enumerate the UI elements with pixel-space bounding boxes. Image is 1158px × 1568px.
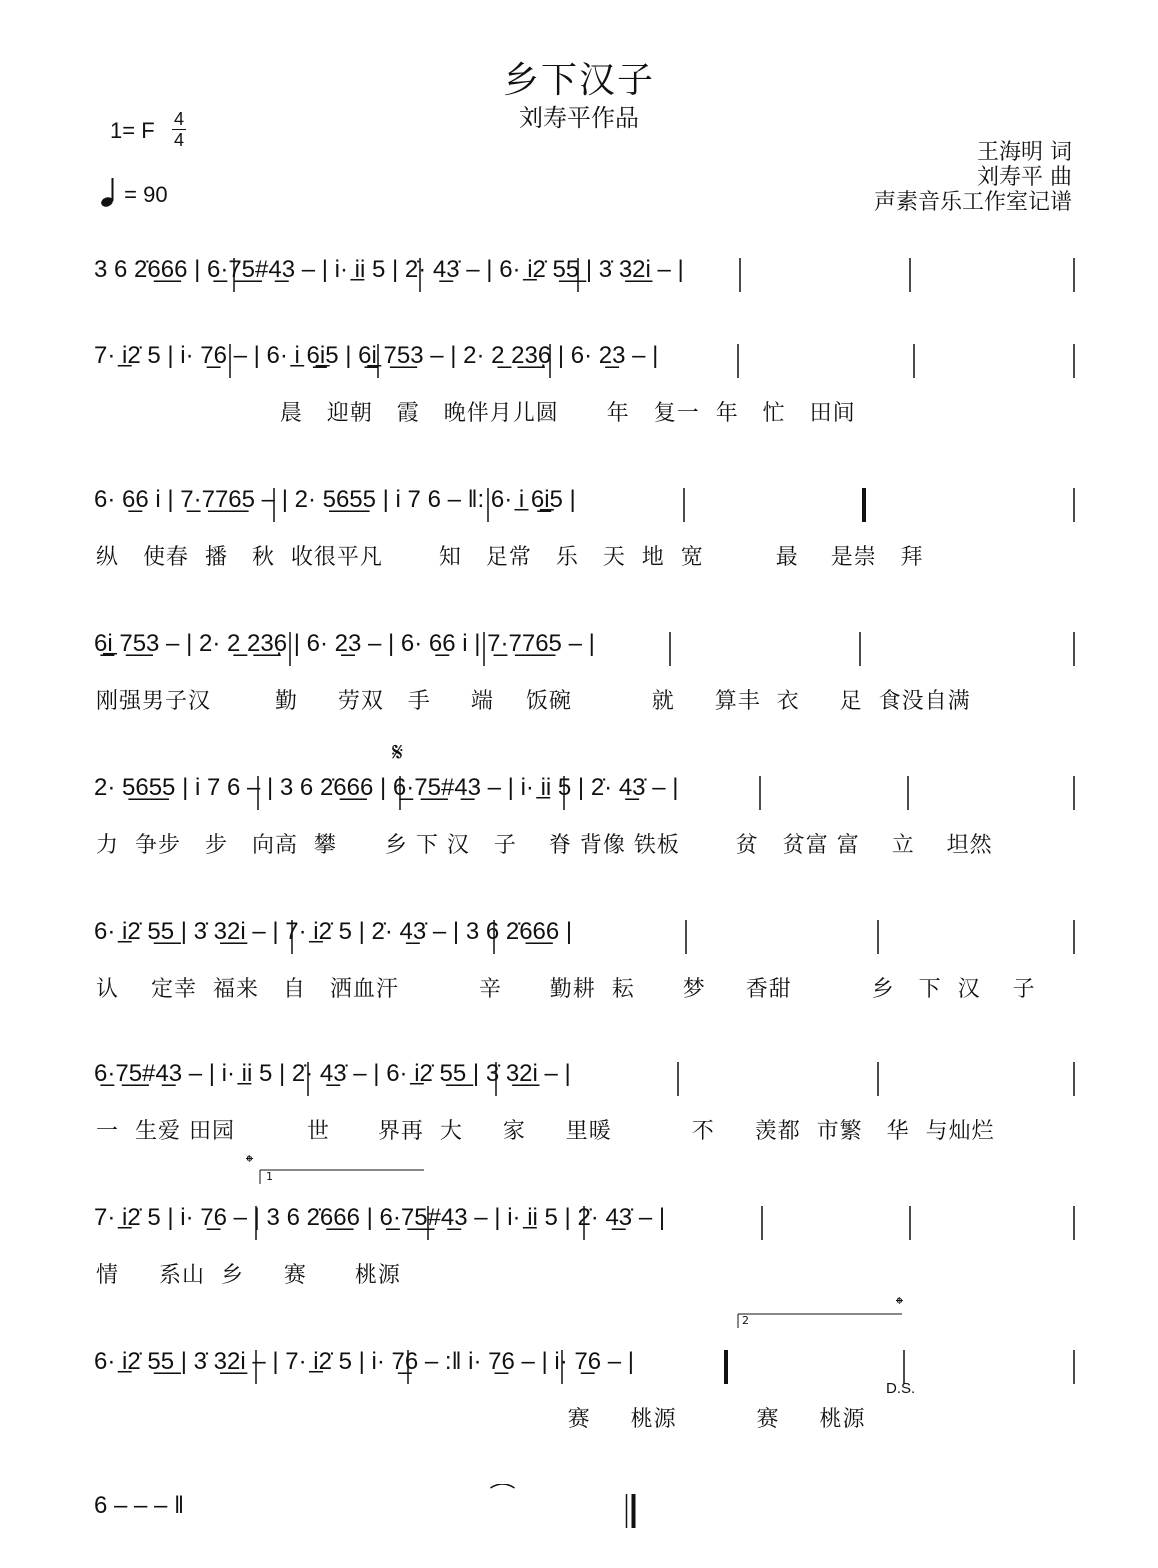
- tempo-marking: [100, 176, 168, 208]
- score-line-7: [0, 1052, 1158, 1192]
- score-line-4: [0, 622, 1158, 762]
- tempo-value: = 90: [124, 182, 168, 207]
- coda-icon-1: 𝄌: [246, 1150, 253, 1174]
- notes-text-2: 7· i̲2̇ 5 | i· 7̲6 – | 6· i̲ 6̲i̲5 | 6̲i̲ 7̲5̲3 – | 2· 2̲ 2̲3̲6̣ | 6· 2̲3 – |: [94, 342, 659, 369]
- score-line-2: [0, 334, 1158, 474]
- lyrics-line-4: 刚强男子汉 勤 劳双 手 端 饭碗 就 算丰 衣 足 食没自满: [96, 689, 971, 714]
- coda-icon-2: 𝄌: [896, 1292, 903, 1316]
- credit-composer: 刘寿平 曲: [977, 165, 1072, 190]
- lyrics-line-9: 赛 桃源 赛 桃源: [96, 1407, 866, 1432]
- notes-text-5: 2· 5̲6̲5̲5 | i 7 6 – | 3 6 2̇6̲6̲6 | 6̲·7̲5̲#4̲3 – | i· i̲i 5 | 2̇· 4̲3̇ – |: [94, 774, 679, 801]
- notes-text-10: 6 – – – ‖: [94, 1492, 184, 1519]
- ds-marking: D.S.: [886, 1380, 916, 1397]
- credit-transcriber: 声素音乐工作室记谱: [873, 190, 1072, 215]
- meter-top: 4: [173, 109, 184, 129]
- volta-bracket-2: [736, 1308, 906, 1330]
- volta-1-label: 1: [266, 1170, 273, 1183]
- time-signature: [172, 110, 186, 149]
- lyrics-line-3: 纵 使春 播 秋 收很平凡 知 足常 乐 天 地 宽 最 是崇 拜: [96, 545, 924, 570]
- score-line-10: [0, 1484, 1158, 1544]
- score-line-9: [0, 1340, 1158, 1480]
- volta-2-label: 2: [742, 1314, 749, 1327]
- song-subtitle: 刘寿平作品: [519, 104, 639, 132]
- quarter-note-icon: [100, 176, 118, 208]
- segno-icon: 𝄋: [392, 738, 404, 768]
- notes-text-1: 3 6 2̇6̲6̲6 | 6̲·7̲5̲#4̲3 – | i· i̲i 5 | 2̇· 4̲3̇ – | 6· i̲2̇ 5̲5̲ | 3̇ 3̲2̲i – |: [94, 256, 684, 283]
- credits: [874, 140, 1072, 215]
- volta-bracket-1: [258, 1166, 428, 1186]
- credit-lyricist: 王海明 词: [977, 140, 1072, 165]
- notes-text-6: 6· i̲2̇ 5̲5̲ | 3̇ 3̲2̲i – | 7· i̲2̇ 5 | 2̇· 4̲3̇ – | 3 6 2̇6̲6̲6 |: [94, 918, 573, 945]
- song-title: 乡下汉子: [502, 60, 655, 101]
- score-line-3: [0, 478, 1158, 618]
- key-signature: 1= F: [110, 118, 155, 143]
- score-line-8: [0, 1196, 1158, 1336]
- notes-text-3: 6· 6̲6 i | 7̲·7̲7̲6̲5 – | 2· 5̲6̲5̲5 | i 7 6 – ‖: 6· i̲ 6̲i̲5 |: [94, 486, 576, 513]
- notes-text-4: 6̲i̲ 7̲5̲3 – | 2· 2̲ 2̲3̲6̣ | 6· 2̲3 – | 6· 6̲6 i | 7̲·7̲7̲6̲5 – |: [94, 630, 595, 657]
- lyrics-line-7: 一 生爱 田园 世 界再 大 家 里暖 不 羡都 市繁 华 与灿烂: [96, 1119, 995, 1144]
- notes-text-7: 6̲·7̲5̲#4̲3 – | i· i̲i 5 | 2̇· 4̲3̇ – | 6· i̲2̇ 5̲5̲ | 3̇ 3̲2̲i – |: [94, 1060, 571, 1087]
- score-line-6: [0, 910, 1158, 1050]
- notes-text-9: 6· i̲2̇ 5̲5̲ | 3̇ 3̲2̲i – | 7· i̲2̇ 5 | i· 7̲6 – :‖ i· 7̲6 – | i· 7̲6 – |: [94, 1348, 635, 1375]
- lyrics-line-6: 认 定幸 福来 自 洒血汗 辛 勤耕 耘 梦 香甜 乡 下 汉 子: [96, 977, 1036, 1002]
- score-line-5: [0, 766, 1158, 906]
- meter-bottom: 4: [173, 130, 184, 150]
- notes-text-8: 7· i̲2̇ 5 | i· 7̲6 – | 3 6 2̇6̲6̲6 | 6̲·7̲5̲#4̲3 – | i· i̲i 5 | 2̇· 4̲3̇ – |: [94, 1204, 666, 1231]
- lyrics-line-8: 情 系山 乡 赛 桃源: [96, 1263, 401, 1288]
- lyrics-line-5: 力 争步 步 向高 攀 乡 下 汉 子 脊 背像 铁板 贫 贫富 富 立 坦然: [96, 833, 993, 858]
- lyrics-line-2: 晨 迎朝 霞 晚伴月儿圆 年 复一 年 忙 田间: [96, 401, 856, 426]
